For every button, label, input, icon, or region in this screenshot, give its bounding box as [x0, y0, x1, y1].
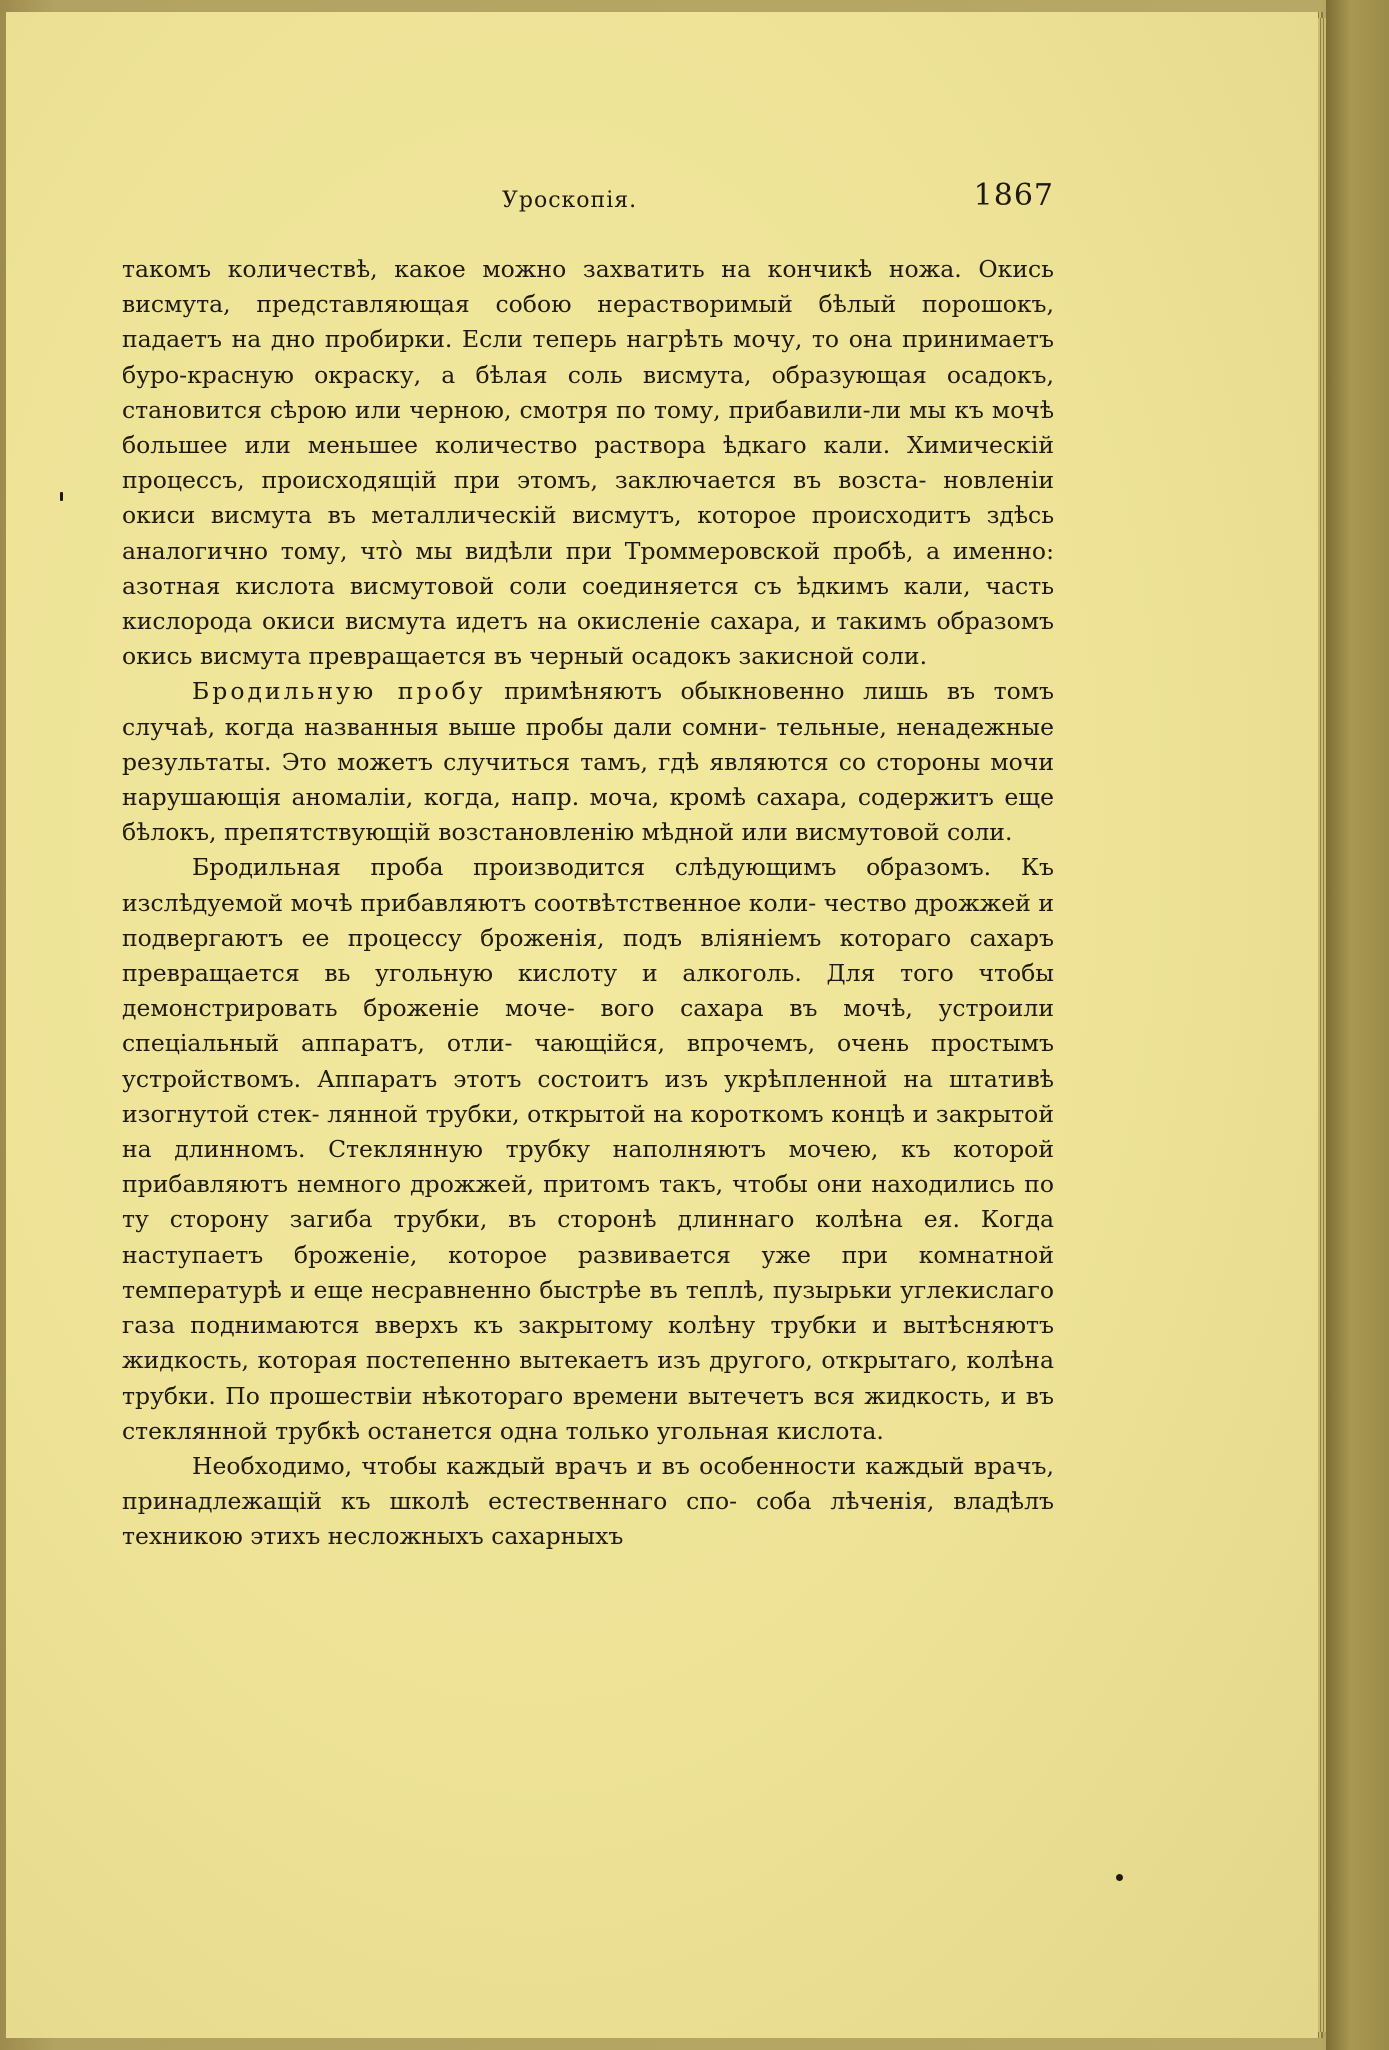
line: препятствующій возстановленію мѣдной или висмутовой соли.: [224, 818, 1013, 847]
line: тамъ, гдѣ являются со стороны мочи нарушающія аномаліи,: [122, 747, 1054, 812]
ink-speck: [1116, 1874, 1123, 1881]
line: примѣняютъ обыкновенно лишь: [485, 677, 929, 706]
line: чающійся, впрочемъ, очень простымъ устройствомъ. Аппаратъ: [122, 1029, 1054, 1093]
line: порошокъ, падаетъ на дно пробирки. Если теперь нагрѣть: [122, 290, 1054, 354]
ink-speck: [60, 492, 63, 501]
line: длинномъ. Стеклянную трубку наполняютъ мочею, къ которой: [174, 1135, 1054, 1164]
line: Троммеровской пробѣ, а именно: азотная кислота висмутовой: [122, 536, 1054, 600]
running-header: [122, 178, 1054, 222]
line: и алкоголь. Для того чтобы демонстрировать броженіе моче-: [122, 959, 1054, 1023]
line: вого сахара въ мочѣ, устроили спеціальный аппаратъ, отли-: [122, 994, 1054, 1058]
line: или меньшее количество раствора ѣдкаго кали. Химическій: [244, 431, 1054, 460]
line: и въ стеклянной трубкѣ останется одна только угольная: [122, 1381, 1054, 1445]
paragraph-1: [122, 252, 1054, 674]
paragraph-2: [122, 674, 1054, 850]
line: когда, напр. моча, кромѣ сахара, содержитъ еще бѣлокъ,: [122, 783, 1054, 847]
line: мочу, то она принимаетъ буро-красную окраску, а бѣлая: [122, 325, 1054, 389]
line: Окись висмута, представляющая собою нерастворимый бѣлый: [122, 255, 1054, 319]
paragraph-3: [122, 850, 1054, 1448]
line: висмута идетъ на окисленіе сахара, и такимъ образомъ окись: [122, 607, 1054, 671]
line: Бродильная проба производится слѣдующимъ образомъ.: [192, 853, 992, 882]
line: процессъ, происходящій при этомъ, заключается въ возста-: [122, 466, 927, 495]
line: По прошествіи нѣкотораго времени вытечетъ вся жидкость,: [225, 1381, 992, 1410]
page-number: 1867: [973, 178, 1054, 213]
line: прибавляютъ немного дрожжей, притомъ такъ, чтобы они: [122, 1170, 863, 1199]
line: каждый врачъ, принадлежащій къ школѣ естественнаго спо-: [122, 1451, 1054, 1516]
line: лянной трубки, открытой на короткомъ концѣ и закрытой на: [122, 1099, 1054, 1164]
line: происходитъ здѣсь аналогично тому, что̀ мы видѣли при: [122, 501, 1054, 565]
line: кислота.: [776, 1416, 884, 1445]
emphasized-term: Бродильную пробу: [192, 677, 486, 706]
running-title: Уроскопія.: [502, 188, 638, 213]
line: вліяніемъ котораго сахаръ превращается вь угольную кислоту: [122, 923, 1054, 988]
line: уже при комнатной температурѣ и еще несравненно быстрѣе: [122, 1240, 1054, 1304]
line: въ теплѣ, пузырьки углекислаго газа поднимаются вверхъ: [122, 1275, 1054, 1340]
page-stack: [1326, 0, 1389, 2050]
line: соба лѣченія, владѣлъ техникою этихъ несложныхъ сахарныхъ: [122, 1487, 1054, 1551]
line: Необходимо, чтобы каждый врачъ и въ особенности: [192, 1451, 856, 1480]
line: въ томъ случаѣ, когда названныя выше пробы дали сомни-: [122, 677, 1054, 741]
line: тельные, ненадежные результаты. Это можетъ случиться: [122, 712, 1054, 776]
line: соль висмута, образующая осадокъ, становится сѣрою или: [122, 360, 1054, 424]
line: къ закрытому колѣну трубки и вытѣсняютъ жидкость, которая: [122, 1311, 1054, 1375]
line: такомъ количествѣ, какое можно захватить на кончикѣ ножа.: [122, 255, 962, 283]
line: постепенно вытекаетъ изъ другого, открытаго, колѣна трубки.: [122, 1346, 1054, 1410]
paragraph-4: [122, 1449, 1054, 1555]
line: колѣна ея. Когда наступаетъ броженіе, которое развивается: [122, 1205, 1054, 1269]
line: Къ изслѣдуемой мочѣ прибавляютъ соотвѣтственное коли-: [122, 853, 1054, 917]
line: новленіи окиси висмута въ металлическій висмутъ, которое: [122, 466, 1054, 530]
line: черною, смотря по тому, прибавили-ли мы къ мочѣ большее: [122, 395, 1055, 460]
line: чество дрожжей и подвергаютъ ее процессу броженія, подъ: [122, 888, 1054, 952]
line: этотъ состоитъ изъ укрѣпленной на штативѣ изогнутой стек-: [122, 1064, 1054, 1128]
body-text: [122, 252, 1054, 1555]
page-edge: [1318, 18, 1326, 2032]
line: находились по ту сторону загиба трубки, въ сторонѣ длиннаго: [122, 1170, 1054, 1234]
line: соли соединяется съ ѣдкимъ кали, часть кислорода окиси: [122, 571, 1054, 636]
line: висмута превращается въ черный осадокъ закисной соли.: [199, 642, 928, 671]
